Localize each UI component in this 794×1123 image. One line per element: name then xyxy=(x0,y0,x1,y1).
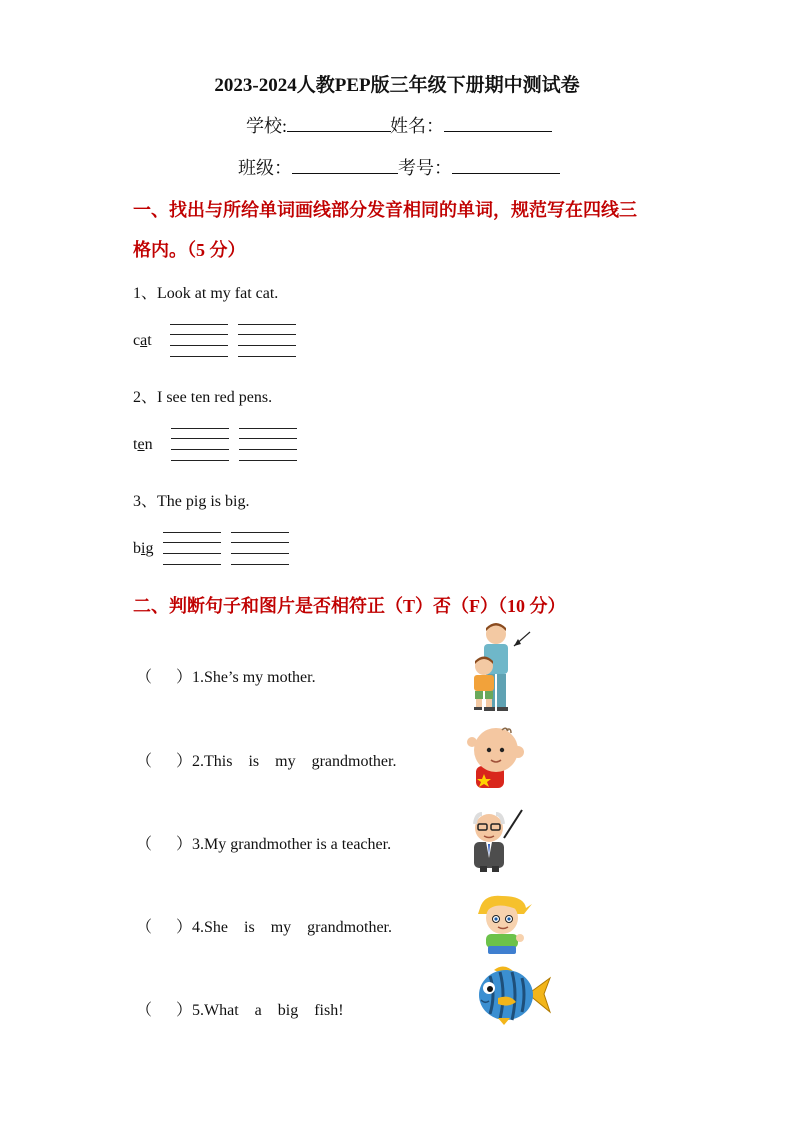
tf-sentence: 3.My grandmother is a teacher. xyxy=(192,836,392,853)
page-title: 2023-2024人教PEP版三年级下册期中测试卷 xyxy=(214,75,580,96)
question-2-word xyxy=(133,436,153,454)
class-label: 班级： xyxy=(238,158,292,178)
school-field[interactable] xyxy=(246,112,391,138)
question-1-word xyxy=(133,332,152,350)
baby-boy-picture xyxy=(462,724,526,788)
grandfather-teacher-picture xyxy=(466,808,526,872)
tf-sentence: 4.She is my grandmother. xyxy=(192,919,392,936)
question-1-sentence: 1、Look at my fat cat. xyxy=(133,285,279,302)
word-part: c xyxy=(133,332,141,349)
question-2-sentence: 2、I see ten red pens. xyxy=(133,389,273,406)
tf-item-3 xyxy=(136,831,391,854)
section1-heading-line1: 一、找出与所给单词画线部分发音相同的单词，规范写在四线三 xyxy=(133,200,637,220)
section1-heading-line2: 格内。（5 分） xyxy=(133,240,246,260)
tf-item-5 xyxy=(136,997,344,1020)
four-line-grid[interactable] xyxy=(238,324,296,356)
father-and-son-picture xyxy=(462,622,537,714)
word-part: t xyxy=(147,332,152,349)
question-3-sentence: 3、The pig is big. xyxy=(133,493,250,510)
tf-sentence: 1.She’s my mother. xyxy=(192,669,316,686)
class-field[interactable] xyxy=(238,154,398,180)
class-blank[interactable] xyxy=(292,157,398,174)
four-line-grid[interactable] xyxy=(239,428,297,460)
boy-picture xyxy=(466,894,534,956)
answer-paren[interactable]: （ ） xyxy=(136,1002,193,1019)
answer-paren[interactable]: （ ） xyxy=(136,753,193,770)
word-underlined-part: e xyxy=(137,436,145,453)
four-line-grid[interactable] xyxy=(163,532,221,564)
word-underlined-part: a xyxy=(140,332,148,349)
exam-no-label: 考号： xyxy=(398,158,452,178)
exam-no-field[interactable] xyxy=(398,154,560,180)
school-label: 学校: xyxy=(246,116,288,136)
answer-paren[interactable]: （ ） xyxy=(136,669,193,686)
four-line-grid[interactable] xyxy=(231,532,289,564)
tf-item-4 xyxy=(136,914,392,937)
word-underlined-part: i xyxy=(141,540,146,557)
tf-sentence: 5.What a big fish! xyxy=(192,1002,344,1019)
question-3-word xyxy=(133,540,153,558)
fish-picture xyxy=(476,964,554,1026)
exam-no-blank[interactable] xyxy=(452,157,560,174)
word-part: b xyxy=(133,540,141,557)
word-part: g xyxy=(145,540,154,557)
answer-paren[interactable]: （ ） xyxy=(136,919,193,936)
section2-heading: 二、判断句子和图片是否相符正（T）否（F）（10 分） xyxy=(133,596,566,616)
name-blank[interactable] xyxy=(444,115,552,132)
word-part: t xyxy=(133,436,138,453)
four-line-grid[interactable] xyxy=(171,428,229,460)
tf-sentence: 2.This is my grandmother. xyxy=(192,753,397,770)
tf-item-1 xyxy=(136,664,316,687)
answer-paren[interactable]: （ ） xyxy=(136,836,193,853)
four-line-grid[interactable] xyxy=(170,324,228,356)
word-part: n xyxy=(144,436,153,453)
name-field[interactable] xyxy=(390,112,552,138)
name-label: 姓名： xyxy=(390,116,444,136)
tf-item-2 xyxy=(136,748,396,771)
school-blank[interactable] xyxy=(287,115,391,132)
